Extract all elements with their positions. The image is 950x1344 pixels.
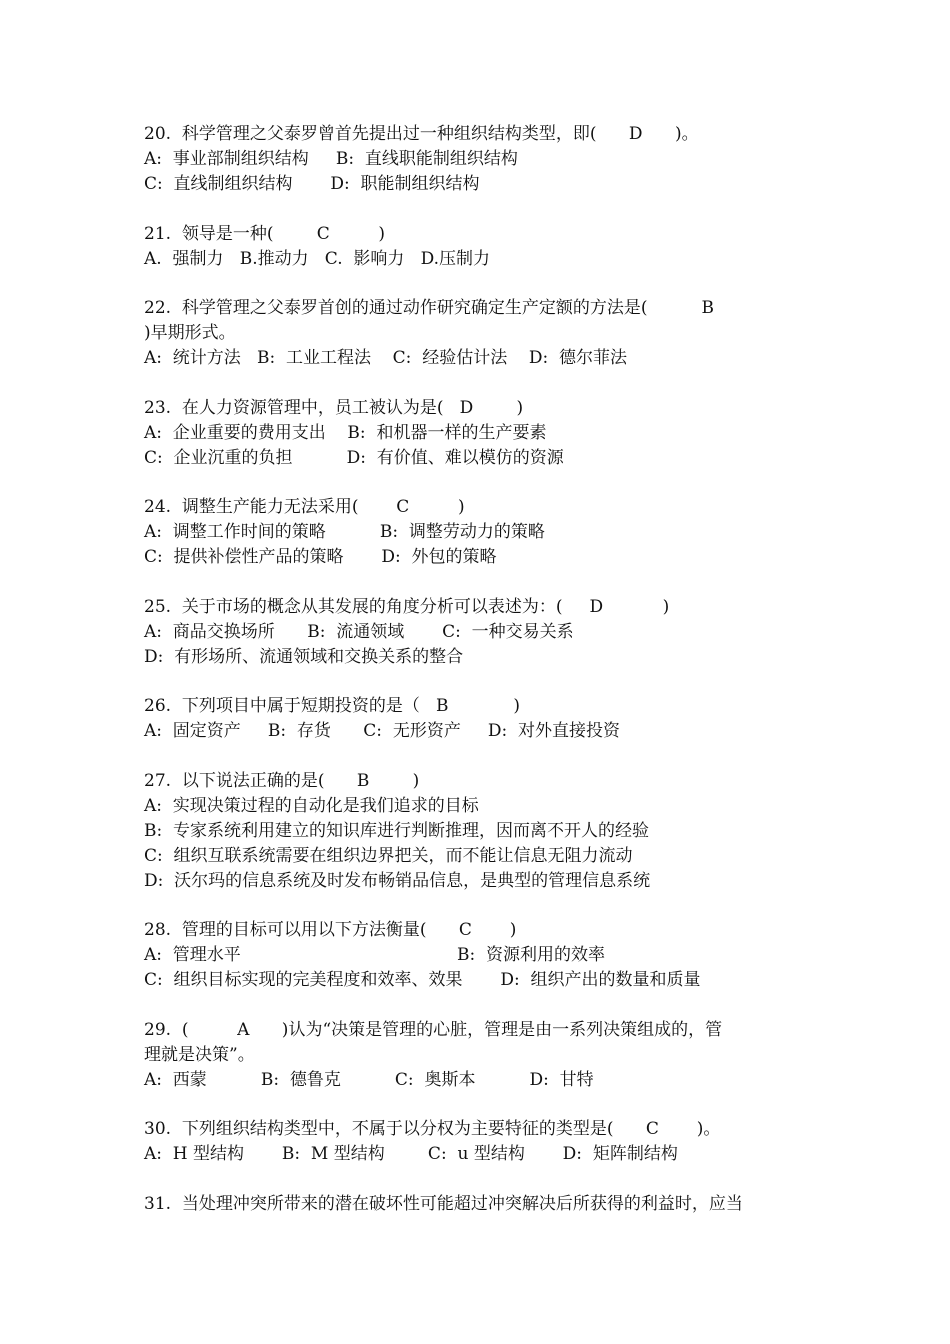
question-27 bbox=[144, 769, 824, 894]
question-20 bbox=[144, 122, 824, 197]
question-31 bbox=[144, 1192, 824, 1217]
question-23-options-cd: C: 企业沉重的负担 D: 有价值、难以模仿的资源 bbox=[144, 447, 564, 468]
question-30-stem: 30. 下列组织结构类型中，不属于以分权为主要特征的类型是( C )。 bbox=[144, 1119, 721, 1139]
question-27-option-b: B: 专家系统利用建立的知识库进行判断推理，因而离不开人的经验 bbox=[144, 820, 650, 841]
question-27-option-c: C: 组织互联系统需要在组织边界把关，而不能让信息无阻力流动 bbox=[144, 845, 633, 866]
question-31-stem: 31. 当处理冲突所带来的潜在破坏性可能超过冲突解决后所获得的利益时，应当 bbox=[144, 1193, 743, 1214]
question-25-option-d: D: 有形场所、流通领域和交换关系的整合 bbox=[144, 646, 464, 667]
question-21-stem: 21. 领导是一种( C ) bbox=[144, 223, 385, 244]
question-27-option-a: A: 实现决策过程的自动化是我们追求的目标 bbox=[144, 795, 479, 816]
question-26-stem: 26. 下列项目中属于短期投资的是（ B ) bbox=[144, 696, 521, 716]
question-28-options-cd: C: 组织目标实现的完美程度和效率、效果 D: 组织产出的数量和质量 bbox=[144, 970, 701, 990]
question-28 bbox=[144, 918, 824, 993]
question-20-options-cd: C: 直线制组织结构 D: 职能制组织结构 bbox=[144, 174, 480, 194]
question-24-options-cd: C: 提供补偿性产品的策略 D: 外包的策略 bbox=[144, 547, 497, 567]
question-29-options: A: 西蒙 B: 德鲁克 C: 奥斯本 D: 甘特 bbox=[144, 1069, 594, 1090]
question-22-options: A: 统计方法 B: 工业工程法 C: 经验估计法 D: 德尔菲法 bbox=[144, 348, 627, 368]
question-23-stem: 23. 在人力资源管理中，员工被认为是( D ) bbox=[144, 397, 524, 418]
question-28-options-ab: A: 管理水平 B: 资源利用的效率 bbox=[144, 945, 605, 965]
question-22 bbox=[144, 296, 824, 371]
question-22-stem-continued: )早期形式。 bbox=[144, 323, 236, 343]
document-page bbox=[144, 122, 824, 1241]
question-25-stem: 25. 关于市场的概念从其发展的角度分析可以表述为：( D ) bbox=[144, 596, 670, 617]
question-24-options-ab: A: 调整工作时间的策略 B: 调整劳动力的策略 bbox=[144, 522, 545, 542]
question-23-options-ab: A: 企业重要的费用支出 B: 和机器一样的生产要素 bbox=[144, 422, 547, 443]
question-21-options: A. 强制力 B.推动力 C. 影响力 D.压制力 bbox=[144, 248, 491, 269]
question-29 bbox=[144, 1018, 824, 1093]
question-21 bbox=[144, 222, 824, 272]
question-25 bbox=[144, 595, 824, 670]
question-20-options-ab: A: 事业部制组织结构 B: 直线职能制组织结构 bbox=[144, 149, 518, 169]
question-30-options: A: H 型结构 B: M 型结构 C: u 型结构 D: 矩阵制结构 bbox=[144, 1144, 678, 1164]
question-26-options: A: 固定资产 B: 存货 C: 无形资产 D: 对外直接投资 bbox=[144, 721, 621, 741]
question-22-stem: 22. 科学管理之父泰罗首创的通过动作研究确定生产定额的方法是( B bbox=[144, 298, 715, 318]
question-24-stem: 24. 调整生产能力无法采用( C ) bbox=[144, 497, 465, 517]
question-29-stem: 29. ( A )认为“决策是管理的心脏，管理是由一系列决策组成的，管 bbox=[144, 1019, 723, 1040]
question-27-stem: 27. 以下说法正确的是( B ) bbox=[144, 770, 420, 791]
question-24 bbox=[144, 495, 824, 570]
question-28-stem: 28. 管理的目标可以用以下方法衡量( C ) bbox=[144, 920, 517, 940]
question-25-options-abc: A: 商品交换场所 B: 流通领域 C: 一种交易关系 bbox=[144, 621, 574, 642]
question-27-option-d: D: 沃尔玛的信息系统及时发布畅销品信息，是典型的管理信息系统 bbox=[144, 870, 651, 891]
question-20-stem: 20. 科学管理之父泰罗曾首先提出过一种组织结构类型，即( D )。 bbox=[144, 124, 699, 144]
question-23 bbox=[144, 396, 824, 471]
question-30 bbox=[144, 1117, 824, 1167]
question-26 bbox=[144, 694, 824, 744]
question-29-stem-continued: 理就是决策”。 bbox=[144, 1044, 255, 1065]
